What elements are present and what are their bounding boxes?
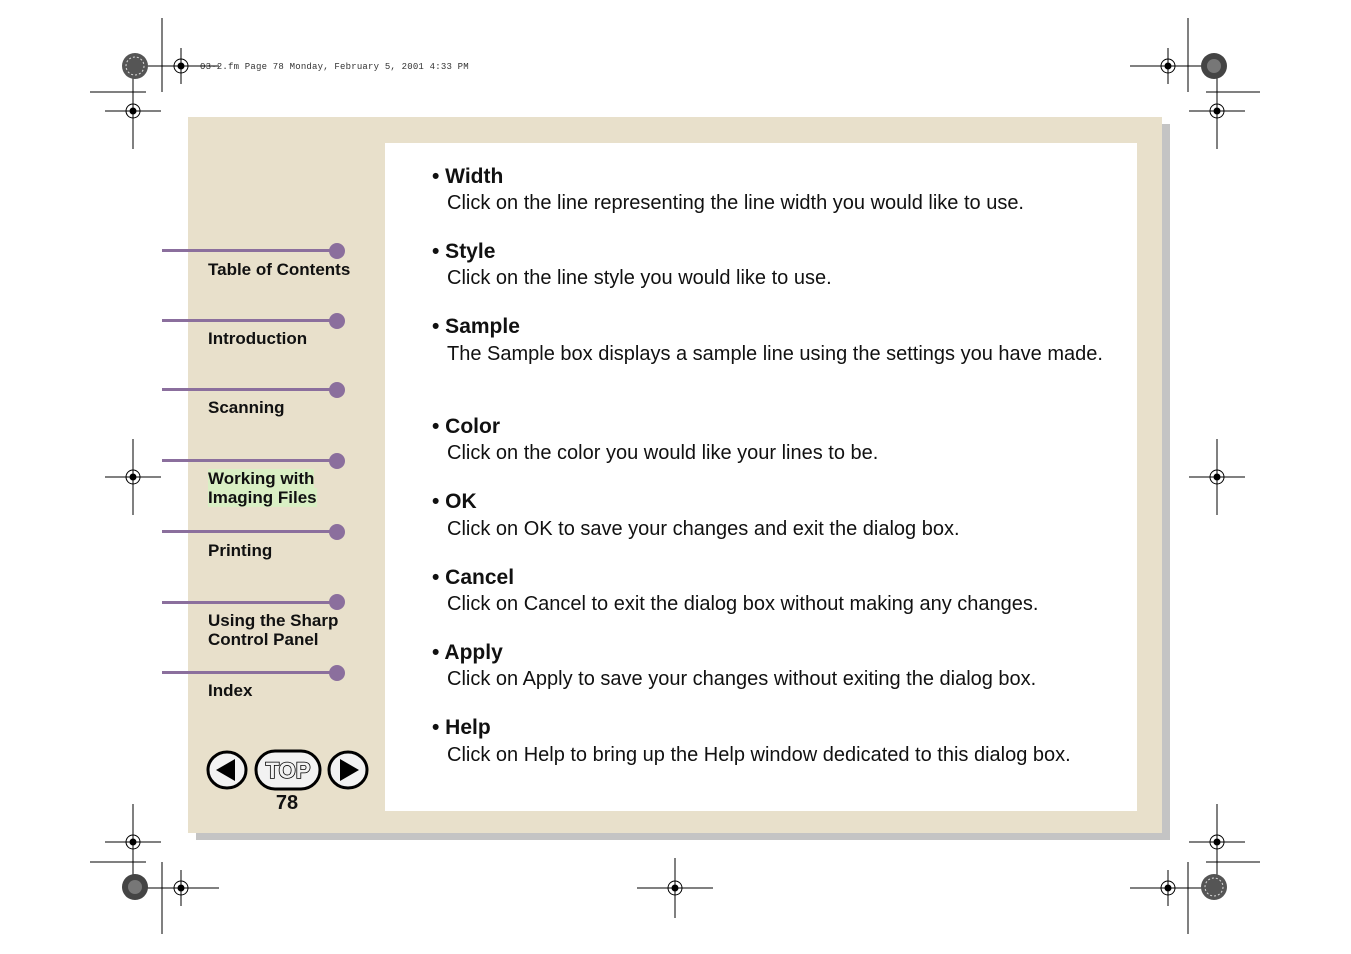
entry-desc: Click on Help to bring up the Help window dedicated to this dialog box.: [447, 744, 1071, 766]
nav-label-introduction[interactable]: Introduction: [208, 329, 308, 348]
nav-label-line: Working with: [208, 469, 315, 488]
nav-line: [162, 530, 336, 533]
page-number: 78: [275, 792, 299, 814]
nav-label-scanning[interactable]: Scanning: [208, 398, 285, 417]
entry-width: [432, 165, 1122, 215]
entry-style: [432, 240, 1122, 290]
entry-apply: [432, 641, 1122, 691]
nav-label-line: Imaging Files: [208, 488, 317, 507]
entry-title: • Color: [432, 415, 501, 438]
nav-dot: [329, 453, 345, 469]
entry-title: • Cancel: [432, 566, 515, 589]
nav-line: [162, 249, 336, 252]
entry-title: • Apply: [432, 641, 503, 664]
nav-dot: [329, 243, 345, 259]
nav-dot: [329, 524, 345, 540]
nav-dot: [329, 665, 345, 681]
nav-label-line: Control Panel: [208, 630, 319, 649]
nav-label-table-of-contents[interactable]: Table of Contents: [208, 260, 351, 279]
nav-dot: [329, 594, 345, 610]
entry-desc: Click on OK to save your changes and exit the dialog box.: [447, 518, 960, 540]
nav-line: [162, 319, 336, 322]
entry-title: • Style: [432, 240, 496, 263]
top-button[interactable]: [254, 749, 322, 791]
entry-desc: The Sample box displays a sample line using the settings you have made.: [447, 343, 1103, 365]
entry-cancel: [432, 566, 1122, 616]
nav-dot: [329, 313, 345, 329]
entry-desc: Click on Apply to save your changes without exiting the dialog box.: [447, 668, 1037, 690]
top-button-label: TOP: [265, 758, 311, 783]
nav-line: [162, 671, 336, 674]
entry-desc: Click on the color you would like your lines to be.: [447, 442, 879, 464]
entry-title: • Help: [432, 716, 491, 739]
next-page-button[interactable]: [326, 749, 370, 791]
entry-desc: Click on the line style you would like to use.: [447, 267, 832, 289]
nav-label-using-the-sharp-control-panel[interactable]: [208, 611, 338, 649]
entry-sample: [432, 315, 1122, 366]
nav-label-index[interactable]: Index: [208, 681, 253, 700]
entry-title: • Sample: [432, 315, 520, 338]
entry-ok: [432, 490, 1122, 541]
print-slug: 03-2.fm Page 78 Monday, February 5, 2001 4:33 PM: [200, 62, 469, 72]
entry-title: • OK: [432, 490, 477, 513]
nav-line: [162, 601, 336, 604]
nav-label-working-with-imaging-files[interactable]: [208, 469, 317, 507]
nav-line: [162, 459, 336, 462]
entry-desc: Click on the line representing the line width you would like to use.: [447, 192, 1024, 214]
entry-help: [432, 716, 1122, 767]
nav-dot: [329, 382, 345, 398]
entry-title: • Width: [432, 165, 504, 188]
nav-label-printing[interactable]: Printing: [208, 541, 273, 560]
nav-label-line: Using the Sharp: [208, 611, 339, 630]
nav-line: [162, 388, 336, 391]
prev-page-button[interactable]: [205, 749, 249, 791]
entry-desc: Click on Cancel to exit the dialog box without making any changes.: [447, 593, 1039, 615]
entry-color: [432, 415, 1122, 465]
